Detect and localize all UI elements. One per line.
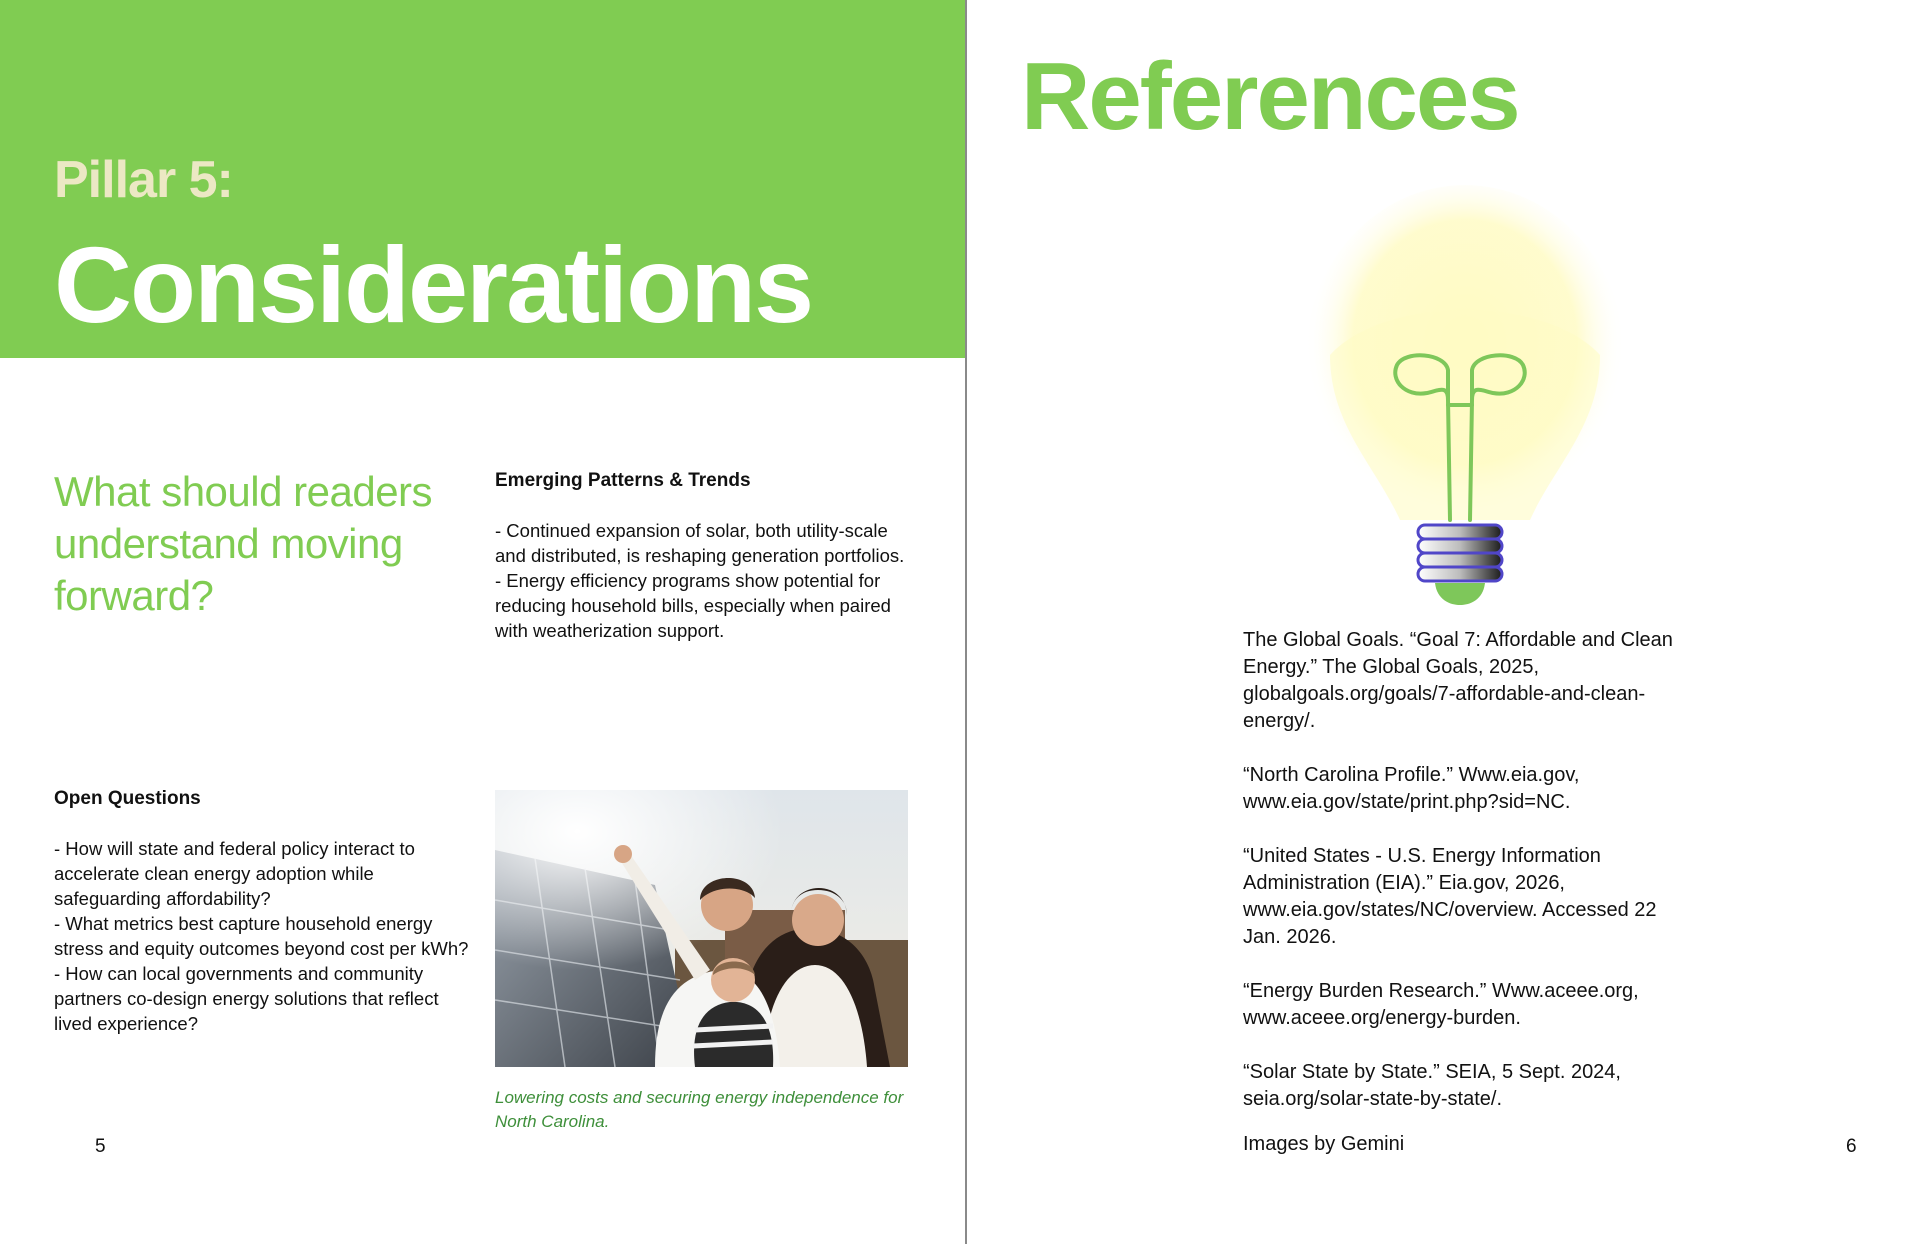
open-questions-list [54, 836, 474, 1036]
references-list [1243, 627, 1673, 1140]
open-questions-section [54, 788, 474, 1036]
photo-caption: Lowering costs and securing energy independence for North Carolina. [495, 1088, 904, 1131]
reference-item: “Energy Burden Research.” Www.aceee.org, www.aceee.org/energy-burden. [1243, 980, 1639, 1029]
list-item: - Energy efficiency programs show potential for reducing household bills, especially when paired with weatherization support. [495, 570, 891, 641]
open-questions-heading: Open Questions [54, 788, 201, 809]
pillar-label: Pillar 5: [54, 151, 233, 209]
emerging-trends-list [495, 518, 915, 643]
list-item: - How will state and federal policy interact to accelerate clean energy adoption while safeguarding affordability? [54, 838, 415, 909]
image-credit: Images by Gemini [1243, 1133, 1405, 1155]
page-number: 6 [1846, 1136, 1857, 1157]
list-item: - Continued expansion of solar, both utility-scale and distributed, is reshaping generation portfolios. [495, 520, 905, 566]
reference-item: The Global Goals. “Goal 7: Affordable and Clean Energy.” The Global Goals, 2025, globalgoals.org/goals/7-affordable-and-clean-energy/. [1243, 629, 1673, 732]
list-item: - What metrics best capture household energy stress and equity outcomes beyond cost per kWh? [54, 913, 469, 959]
page-number: 5 [95, 1136, 106, 1157]
photo-illustration [495, 790, 908, 1067]
light-bulb-icon [1265, 175, 1625, 615]
guiding-question: What should readers understand moving forward? [54, 468, 433, 619]
family-solar-panel-photo [495, 790, 908, 1067]
reference-item: “Solar State by State.” SEIA, 5 Sept. 2024, seia.org/solar-state-by-state/. [1243, 1061, 1621, 1110]
reference-item: “North Carolina Profile.” Www.eia.gov, www.eia.gov/state/print.php?sid=NC. [1243, 764, 1580, 813]
reference-item: “United States - U.S. Energy Information Administration (EIA).” Eia.gov, 2026, www.eia.gov/states/NC/overview. Accessed 22 Jan. 2026. [1243, 845, 1657, 948]
emerging-trends-heading: Emerging Patterns & Trends [495, 470, 751, 491]
emerging-trends-section [495, 470, 915, 643]
list-item: - How can local governments and community partners co-design energy solutions that reflect lived experience? [54, 963, 439, 1034]
page-title: Considerations [54, 224, 813, 345]
references-title: References [1021, 43, 1519, 150]
